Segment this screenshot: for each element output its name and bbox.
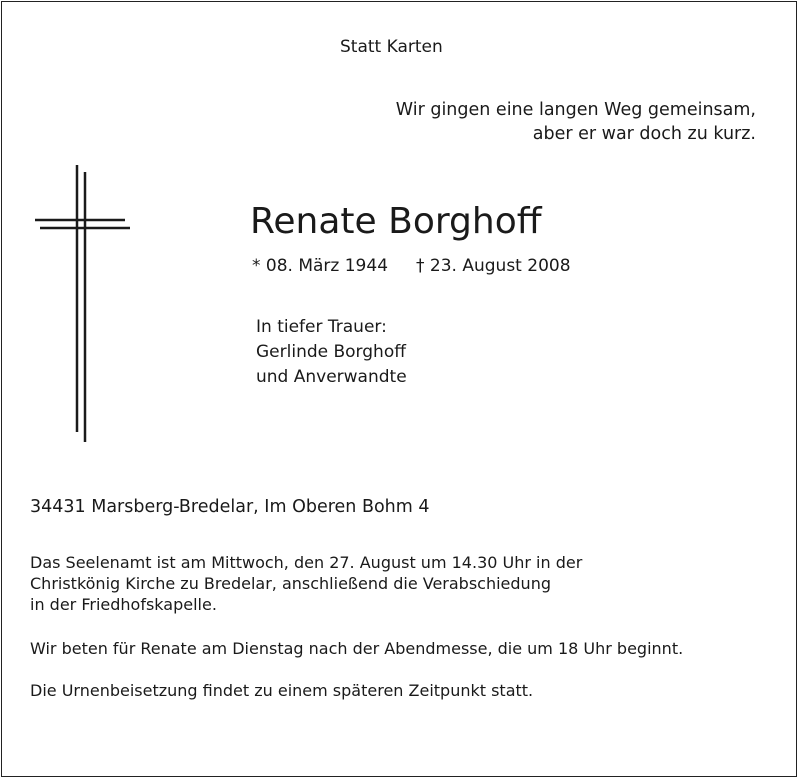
mourner-relatives: und Anverwandte bbox=[256, 367, 407, 387]
motto-line-2: aber er war doch zu kurz. bbox=[532, 124, 756, 144]
motto-line-1: Wir gingen eine langen Weg gemeinsam, bbox=[395, 100, 756, 120]
birth-date: * 08. März 1944 bbox=[252, 256, 389, 276]
service-line-1: Das Seelenamt ist am Mittwoch, den 27. August um 14.30 Uhr in der bbox=[30, 553, 583, 572]
mourners-block bbox=[256, 315, 407, 390]
service-line-3: in der Friedhofskapelle. bbox=[30, 595, 217, 614]
motto-quote bbox=[396, 98, 756, 146]
prayer-notice: Wir beten für Renate am Dienstag nach der Abendmesse, die um 18 Uhr beginnt. bbox=[30, 639, 684, 658]
service-line-2: Christkönig Kirche zu Bredelar, anschließend die Verabschiedung bbox=[30, 574, 551, 593]
cross-icon bbox=[30, 160, 140, 445]
mourner-name: Gerlinde Borghoff bbox=[256, 342, 406, 362]
deceased-name: Renate Borghoff bbox=[250, 201, 542, 242]
service-notice bbox=[30, 552, 582, 615]
statt-karten-label: Statt Karten bbox=[340, 37, 443, 57]
death-date: † 23. August 2008 bbox=[416, 256, 571, 276]
urn-notice: Die Urnenbeisetzung findet zu einem späteren Zeitpunkt statt. bbox=[30, 681, 534, 700]
life-dates bbox=[252, 255, 571, 277]
address-line: 34431 Marsberg-Bredelar, Im Oberen Bohm 4 bbox=[30, 497, 430, 517]
mourners-intro: In tiefer Trauer: bbox=[256, 317, 387, 337]
